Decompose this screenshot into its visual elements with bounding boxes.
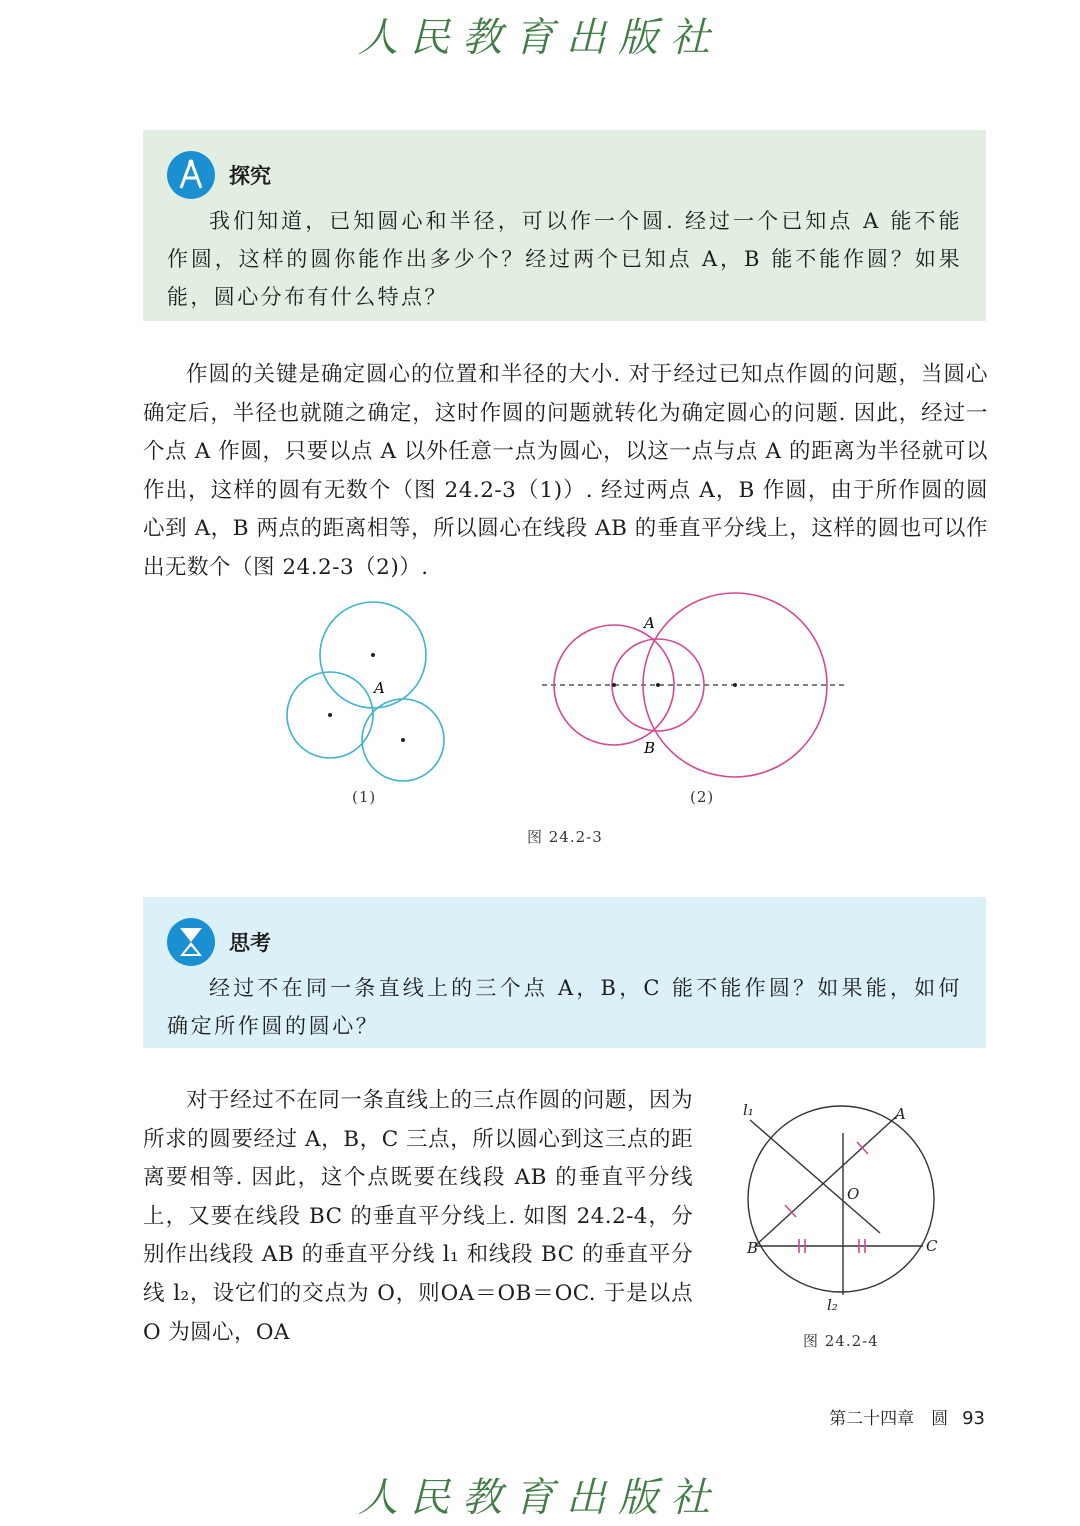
- publisher-watermark-top: 人民教育出版社: [358, 15, 722, 61]
- point-b-label: B: [644, 739, 656, 757]
- think-title: 思考: [229, 931, 271, 955]
- think-box: [143, 897, 986, 1048]
- page-footer: [600, 1404, 985, 1429]
- point-a-label-2: A: [644, 614, 655, 632]
- explore-header: [167, 150, 962, 200]
- publisher-watermark-bottom: 人民教育出版社: [358, 1475, 722, 1521]
- explore-text: 我们知道，已知圆心和半径，可以作一个圆. 经过一个已知点 A 能不能作圆，这样的圆你能作出多少个？经过两个已知点 A，B 能不能作圆？如果能，圆心分布有什么特点？: [167, 209, 962, 309]
- body-paragraph-2: 对于经过不在同一条直线上的三点作圆的问题，因为所求的圆要经过 A，B，C 三点，所以圆心到这三点的距离要相等. 因此，这个点既要在线段 AB 的垂直平分线上，又要在线段 BC 的垂直平分线上. 如图 24.2-4，分别作出线段 AB 的垂直平分线 l₁ 和线段 BC 的垂直平分线 l₂，设它们的交点为 O，则OA＝OB＝OC. 于是以点 O 为圆心，OA: [143, 1088, 693, 1345]
- point-o-label: O: [847, 1185, 860, 1203]
- figure-24-2-3-part1: [278, 597, 458, 787]
- chapter-label: 第二十四章 圆: [829, 1409, 949, 1429]
- point-a-label: A: [374, 679, 385, 697]
- figure-caption-24-2-3: 图 24.2-3: [527, 828, 603, 846]
- figure-24-2-3-part2: [540, 590, 850, 785]
- compass-icon: [167, 151, 215, 199]
- point-a-label-3: A: [895, 1105, 906, 1123]
- think-header: [167, 917, 962, 967]
- hourglass-icon: [167, 918, 215, 966]
- figure-caption-24-2-4: 图 24.2-4: [803, 1332, 879, 1350]
- body-paragraph-1: 作圆的关键是确定圆心的位置和半径的大小. 对于经过已知点作圆的问题，当圆心确定后，半径也就随之确定，这时作圆的问题就转化为确定圆心的问题. 因此，经过一个点 A 作圆，只要以点 A 以外任意一点为圆心，以这一点与点 A 的距离为半径就可以作出，这样的圆有无数个（图 24.2-3（1)）. 经过两点 A，B 作圆，由于所作圆的圆心到 A，B 两点的距离相等，所以圆心在线段 AB 的垂直平分线上，这样的圆也可以作出无数个（图 24.2-3（2)）.: [143, 362, 988, 580]
- think-text: 经过不在同一条直线上的三个点 A，B，C 能不能作圆？如果能，如何确定所作圆的圆心？: [167, 976, 962, 1038]
- figure-sublabel-2: (2): [690, 788, 715, 806]
- line-l2-label: l₂: [827, 1296, 838, 1314]
- point-c-label: C: [926, 1237, 938, 1255]
- explore-title: 探究: [229, 164, 271, 188]
- figure-sublabel-1: (1): [352, 788, 377, 806]
- explore-box: [143, 130, 986, 321]
- page-number: 93: [962, 1408, 985, 1429]
- line-l1-label: l₁: [743, 1101, 754, 1119]
- point-b-label-2: B: [747, 1239, 759, 1257]
- figure-24-2-4: [735, 1095, 955, 1320]
